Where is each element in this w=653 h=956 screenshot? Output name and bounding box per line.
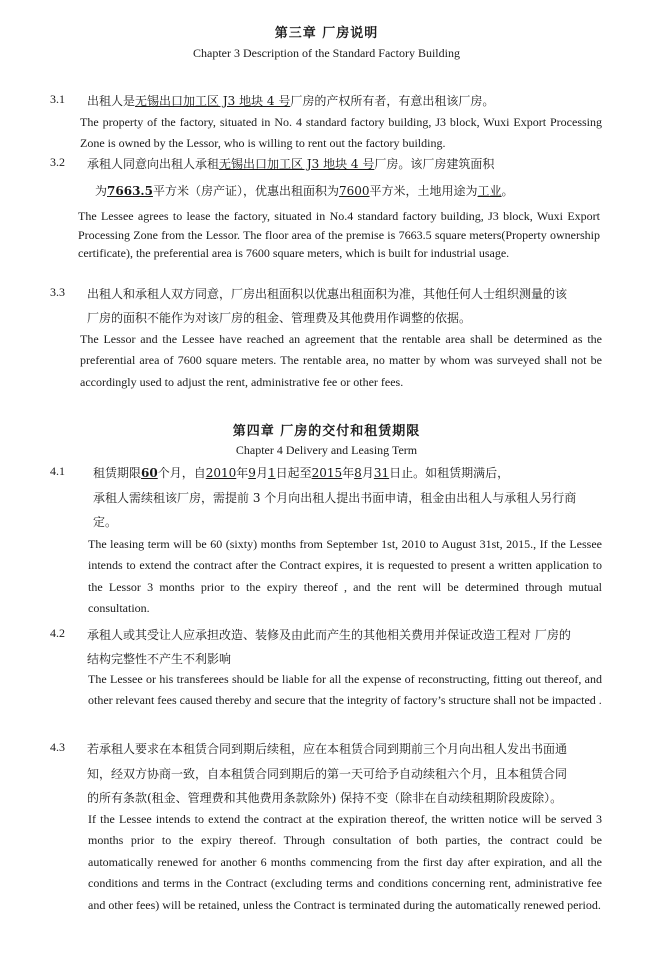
underlined-start-day: 1 <box>267 466 276 480</box>
clause-3-3-number: 3.3 <box>50 285 65 299</box>
underlined-start-year: 2010 <box>205 466 237 480</box>
chapter-4-title-cn: 第四章 厂房的交付和租赁期限 <box>232 424 421 439</box>
clause-4-1-en: The leasing term will be 60 (sixty) months from September 1st, 2010 to August 31st, 2015., If the Lessee intends to extend the contract after the Contract expires, it is requested to present a written application to the Lessor 3 months prior to the expiry thereof , and the rent will be determined through mutual consultation. <box>88 537 602 616</box>
underlined-end-year: 2015 <box>311 466 343 480</box>
clause-4-3-cn-line3: 的所有条款(租金、管理费和其他费用条款除外) 保持不变（除非在自动续租期阶段废除）。 <box>87 791 563 805</box>
clause-4-2-cn-line2: 结构完整性不产生不利影响 <box>87 652 232 666</box>
underlined-months: 60 <box>141 466 158 480</box>
clause-4-3-en: If the Lessee intends to extend the contract at the expiration thereof, the written notice will be served 3 months prior to the expiry thereof. Through consultation of both parties, the contract could be automatically renewed for another 6 months commencing from the first day after expiration, and all the conditions and terms in the Contract (excluding terms and conditions concerning rent, administrative fee and other fees) will be retained, unless the Contract is terminated during the automatically renewed period. <box>88 812 602 912</box>
clause-4-2-number: 4.2 <box>50 626 65 640</box>
clause-4-3-number: 4.3 <box>50 740 65 754</box>
clause-4-2-en: The Lessee or his transferees should be liable for all the expense of reconstructing, fitting out thereof, and other relevant fees caused thereby and secure that the integrity of factory’s structure shall not be impacted . <box>88 672 602 708</box>
clause-3-2-cn-line1: 承租人同意向出租人承租无锡出口加工区 J3 地块 4 号厂房。该厂房建筑面积 <box>87 157 495 171</box>
clause-3-2-number: 3.2 <box>50 155 65 169</box>
underlined-land-use: 工业 <box>477 184 502 198</box>
chapter-3-title-en: Chapter 3 Description of the Standard Factory Building <box>193 46 460 60</box>
clause-3-3-en: The Lessor and the Lessee have reached an agreement that the rentable area shall be determined as the preferential area of 7600 square meters. The rentable area, no matter by whom was surveyed shall not be accordingly used to adjust the rent, administrative fee or other fees. <box>80 332 602 389</box>
underlined-floor-area: 7663.5 <box>107 184 153 198</box>
clause-4-1-cn-line3: 定。 <box>93 515 118 529</box>
chapter-3-title-cn: 第三章 厂房说明 <box>274 26 379 41</box>
clause-3-2-en: The Lessee agrees to lease the factory, situated in No.4 standard factory building, J3 block, Wuxi Export Processing Zone from the Lessor. The floor area of the premise is 7663.5 square meters(Property ownership certificate), the preferential area is 7600 square meters, which is built for industrial usage. <box>78 209 600 261</box>
clause-3-1-number: 3.1 <box>50 92 65 106</box>
underlined-start-month: 9 <box>248 466 256 480</box>
clause-4-3-cn-line1: 若承租人要求在本租赁合同到期后续租，应在本租赁合同到期前三个月向出租人发出书面通 <box>87 742 568 756</box>
clause-4-1-cn-line2: 承租人需续租该厂房，需提前 3 个月向出租人提出书面申请，租金由出租人与承租人另行商 <box>93 491 577 505</box>
clause-3-1-en: The property of the factory, situated in No. 4 standard factory building, J3 block, Wuxi Export Processing Zone is owned by the Lessor, who is willing to rent out the factory building. <box>80 115 602 151</box>
clause-3-3-cn-line2: 厂房的面积不能作为对该厂房的租金、管理费及其他费用作调整的依据。 <box>87 311 472 325</box>
clause-3-2-cn-line2: 为7663.5平方米（房产证），优惠出租面积为7600平方米，土地用途为工业。 <box>95 184 514 198</box>
clause-3-3-cn-line1: 出租人和承租人双方同意，厂房出租面积以优惠出租面积为准，其他任何人士组织测量的该 <box>87 287 568 301</box>
clause-4-2-cn-line1: 承租人或其受让人应承担改造、装修及由此而产生的其他相关费用并保证改造工程对 厂房的 <box>87 628 571 642</box>
clause-4-3-cn-line2: 知，经双方协商一致，自本租赁合同到期后的第一天可给予自动续租六个月，且本租赁合同 <box>87 767 568 781</box>
underlined-location: 无锡出口加工区 J3 地块 4 号 <box>135 94 291 108</box>
underlined-preferential-area: 7600 <box>338 184 370 198</box>
clause-4-1-number: 4.1 <box>50 464 65 478</box>
clause-3-1-cn: 出租人是无锡出口加工区 J3 地块 4 号厂房的产权所有者，有意出租该厂房。 <box>87 94 495 108</box>
underlined-end-day: 31 <box>373 466 390 480</box>
underlined-end-month: 8 <box>354 466 362 480</box>
clause-4-1-cn-line1: 租赁期限60个月，自2010年9月1日起至2015年8月31日止。如租赁期满后， <box>93 466 510 480</box>
underlined-location: 无锡出口加工区 J3 地块 4 号 <box>219 157 375 171</box>
chapter-4-title-en: Chapter 4 Delivery and Leasing Term <box>235 443 418 457</box>
